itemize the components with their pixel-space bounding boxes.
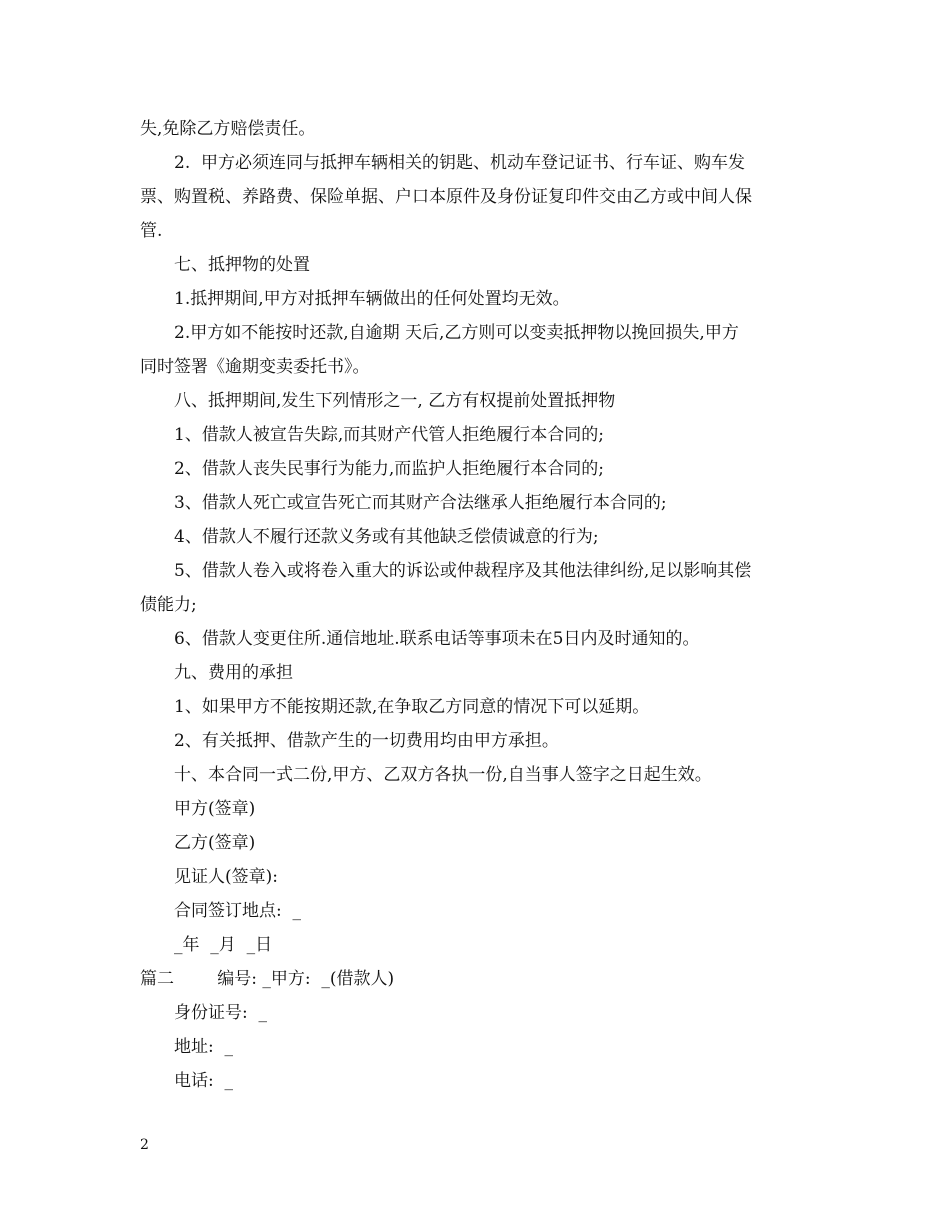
text-line-1: 失,免除乙方赔偿责任。 <box>140 119 316 139</box>
text-line-8: 同时签署《逾期变卖委托书》。 <box>140 357 370 377</box>
signing-date: _年 _月 _日 <box>174 935 273 955</box>
signature-party-b: 乙方(签章) <box>174 833 256 853</box>
fee-item-1: 1、如果甲方不能按期还款,在争取乙方同意的情况下可以延期。 <box>174 697 650 717</box>
list-item-2: 2、借款人丧失民事行为能力,而监护人拒绝履行本合同的; <box>174 459 604 479</box>
list-item-3: 3、借款人死亡或宣告死亡而其财产合法继承人拒绝履行本合同的; <box>174 493 667 513</box>
text-line-2: 2. 甲方必须连同与抵押车辆相关的钥匙、机动车登记证书、行车证、购车发 <box>174 153 746 173</box>
section-heading-10: 十、本合同一式二份,甲方、乙双方各执一份,自当事人签字之日起生效。 <box>174 765 712 785</box>
id-number-field: 身份证号: _ <box>174 1003 268 1023</box>
section-heading-7: 七、抵押物的处置 <box>174 255 310 275</box>
fee-item-2: 2、有关抵押、借款产生的一切费用均由甲方承担。 <box>174 731 559 751</box>
list-item-1: 1、借款人被宣告失踪,而其财产代管人拒绝履行本合同的; <box>174 425 604 445</box>
text-line-3: 票、购置税、养路费、保险单据、户口本原件及身份证复印件交由乙方或中间人保 <box>140 187 752 207</box>
signature-witness: 见证人(签章): <box>174 867 278 887</box>
signature-party-a: 甲方(签章) <box>174 799 256 819</box>
section-heading-8: 八、抵押期间,发生下列情形之一, 乙方有权提前处置抵押物 <box>174 391 616 411</box>
list-item-6: 6、借款人变更住所.通信地址.联系电话等事项未在5日内及时通知的。 <box>174 629 700 649</box>
address-field: 地址: _ <box>174 1037 234 1057</box>
list-item-5-continued: 债能力; <box>140 595 197 615</box>
text-line-7: 2.甲方如不能按时还款,自逾期 天后,乙方则可以变卖抵押物以挽回损失,甲方 <box>174 323 739 343</box>
text-line-6: 1.抵押期间,甲方对抵押车辆做出的任何处置均无效。 <box>174 289 570 309</box>
document-body <box>140 112 815 1098</box>
list-item-5: 5、借款人卷入或将卷入重大的诉讼或仲裁程序及其他法律纠纷,足以影响其偿 <box>174 561 752 581</box>
text-line-4: 管. <box>140 221 163 241</box>
page-number: 2 <box>140 1137 149 1153</box>
phone-field: 电话: _ <box>174 1071 234 1091</box>
section-heading-9: 九、费用的承担 <box>174 663 293 683</box>
signing-location: 合同签订地点: _ <box>174 901 302 921</box>
section-part-two: 篇二 编号: _甲方: _(借款人) <box>140 969 395 989</box>
list-item-4: 4、借款人不履行还款义务或有其他缺乏偿债诚意的行为; <box>174 527 599 547</box>
